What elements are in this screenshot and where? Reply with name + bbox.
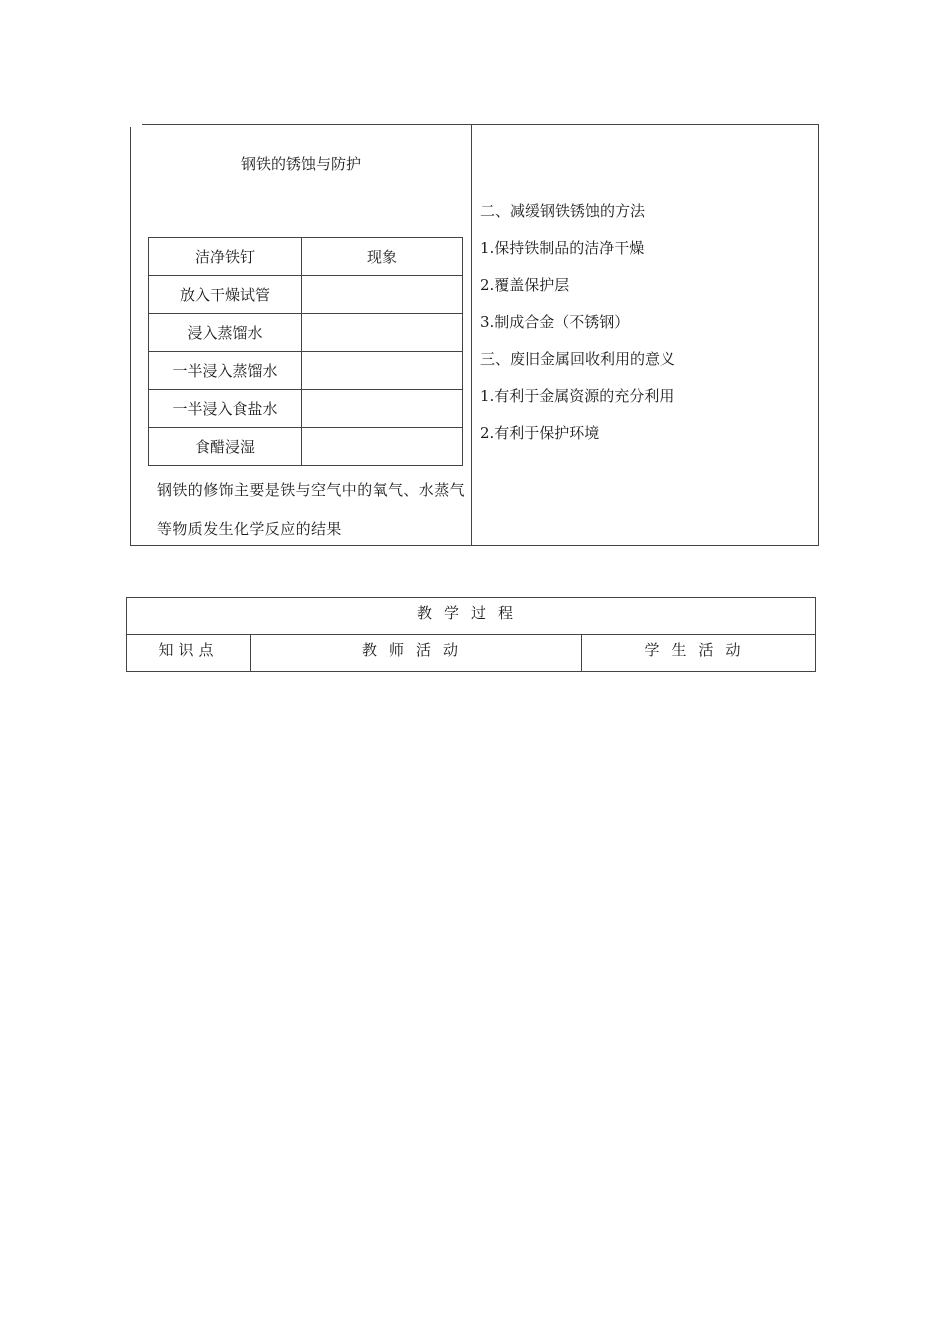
board-divider: [471, 125, 472, 545]
header-knowledge-point: 知识点: [127, 635, 251, 672]
phenomenon-cell: [302, 314, 463, 352]
table-header-row: [149, 238, 463, 276]
process-header-row: [127, 635, 816, 672]
corner-mark: [130, 124, 142, 127]
condition-cell: 一半浸入食盐水: [149, 390, 302, 428]
list-item: 1.保持铁制品的洁净干燥: [480, 239, 645, 257]
header-teacher-activity: 教师活动: [251, 635, 582, 672]
blackboard-design-box: [130, 124, 819, 546]
table-row: [149, 428, 463, 466]
list-item: 2.有利于保护环境: [480, 424, 600, 442]
section-heading: 三、废旧金属回收利用的意义: [480, 350, 676, 368]
list-item: 2.覆盖保护层: [480, 276, 570, 294]
header-phenomenon: 现象: [302, 238, 463, 276]
board-title: 钢铁的锈蚀与防护: [240, 155, 361, 173]
table-row: [149, 314, 463, 352]
list-item: 1.有利于金属资源的充分利用: [480, 387, 675, 405]
header-student-activity: 学生活动: [582, 635, 816, 672]
process-title: 教学过程: [127, 598, 816, 635]
table-row: [149, 276, 463, 314]
condition-cell: 放入干燥试管: [149, 276, 302, 314]
teaching-process-table: [126, 597, 816, 672]
header-nail: 洁净铁钉: [149, 238, 302, 276]
table-row: [149, 352, 463, 390]
phenomenon-cell: [302, 390, 463, 428]
phenomenon-cell: [302, 352, 463, 390]
experiment-table: [148, 237, 463, 466]
phenomenon-cell: [302, 428, 463, 466]
rust-conclusion: 钢铁的修饰主要是铁与空气中的氧气、水蒸气等物质发生化学反应的结果: [157, 481, 466, 538]
condition-cell: 食醋浸湿: [149, 428, 302, 466]
process-title-row: [127, 598, 816, 635]
board-right-column: [480, 197, 810, 456]
list-item: 3.制成合金（不锈钢）: [480, 313, 630, 331]
phenomenon-cell: [302, 276, 463, 314]
condition-cell: 浸入蒸馏水: [149, 314, 302, 352]
condition-cell: 一半浸入蒸馏水: [149, 352, 302, 390]
table-row: [149, 390, 463, 428]
section-heading: 二、减缓钢铁锈蚀的方法: [480, 202, 646, 220]
